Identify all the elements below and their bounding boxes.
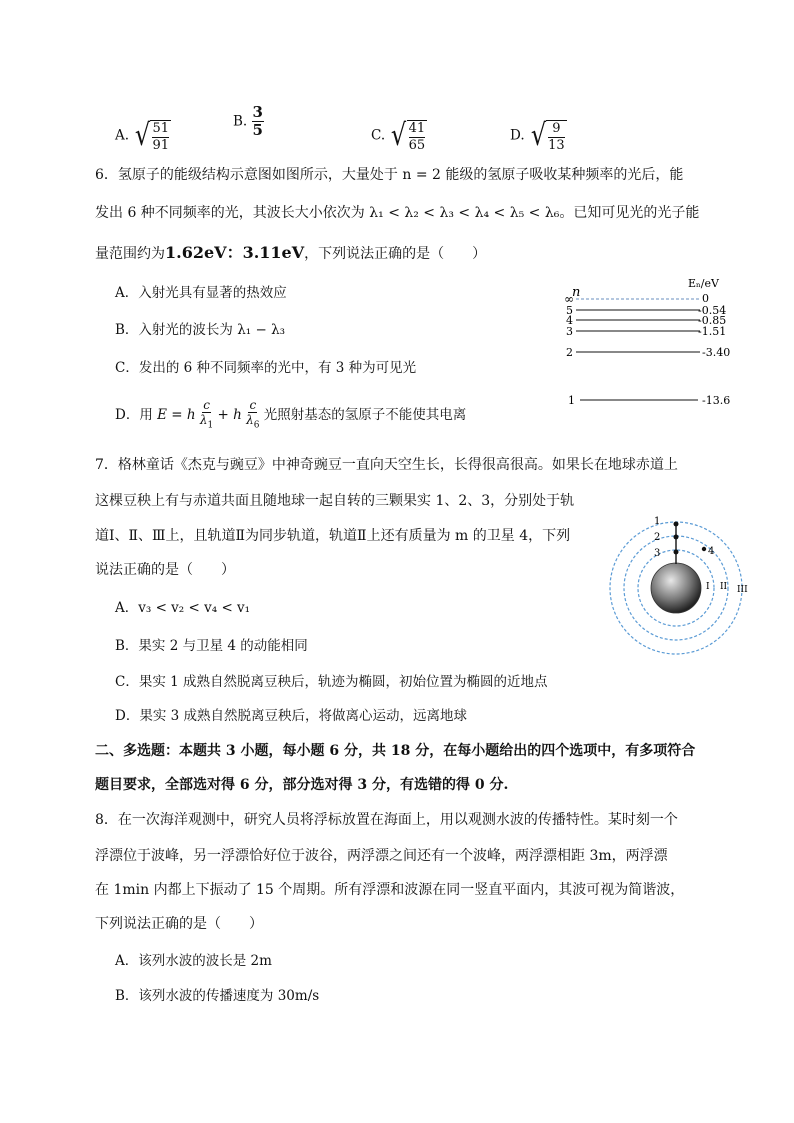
q6-line-1: 6．氢原子的能级结构示意图如图所示，大量处于 n = 2 能级的氢原子吸收某种频率的光后，能 xyxy=(95,167,684,183)
q5-option-b: B. $\frac{3}{5}$ xyxy=(233,103,263,139)
q7-option-c: C．果实 1 成熟自然脱离豆秧后，轨迹为椭圆，初始位置为椭圆的近地点 xyxy=(115,674,548,690)
svg-text:∞: ∞ xyxy=(564,292,574,306)
q8-option-a: A．该列水波的波长是 2m xyxy=(115,953,272,969)
svg-text:4: 4 xyxy=(566,314,573,327)
svg-text:1: 1 xyxy=(654,516,661,527)
svg-text:4: 4 xyxy=(708,546,715,557)
svg-text:5: 5 xyxy=(566,304,573,317)
section2-heading-line-2: 题目要求，全部选对得 6 分，部分选对得 3 分，有选错的得 0 分. xyxy=(95,777,509,793)
q6-option-c: C．发出的 6 种不同频率的光中，有 3 种为可见光 xyxy=(115,360,417,376)
svg-text:0: 0 xyxy=(702,292,709,305)
q8-option-b: B．该列水波的传播速度为 30m/s xyxy=(115,988,320,1004)
q5-option-c: C. √ $\frac{41}{65}$ xyxy=(371,116,427,156)
q7-line-2: 这棵豆秧上有与赤道共面且随地球一起自转的三颗果实 1、2、3，分别处于轨 xyxy=(95,493,575,509)
fruit-3 xyxy=(674,550,679,555)
q8-line-3: 在 1min 内都上下振动了 15 个周期。所有浮漂和波源在同一竖直平面内，其波可视为简谐波， xyxy=(95,882,685,898)
svg-text:-3.40: -3.40 xyxy=(702,346,731,359)
fruit-1 xyxy=(674,522,679,527)
fruit-2 xyxy=(674,535,679,540)
q7-option-b: B．果实 2 与卫星 4 的动能相同 xyxy=(115,638,308,654)
q7-option-a: A．v₃ < v₂ < v₄ < v₁ xyxy=(115,600,251,616)
q6-line-2: 发出 6 种不同频率的光，其波长大小依次为 λ₁ < λ₂ < λ₃ < λ₄ < λ₅ < λ₆。已知可见光的光子能 xyxy=(95,205,700,221)
svg-text:2: 2 xyxy=(654,532,661,543)
svg-text:-0.85: -0.85 xyxy=(698,314,727,327)
q7-option-d: D．果实 3 成熟自然脱离豆秧后，将做离心运动，远离地球 xyxy=(115,708,467,724)
section2-heading-line-1: 二、多选题：本题共 3 小题，每小题 6 分，共 18 分，在每小题给出的四个选项中，有多项符合 xyxy=(95,743,696,759)
svg-text:II: II xyxy=(720,582,728,592)
svg-text:I: I xyxy=(706,582,710,592)
svg-text:3: 3 xyxy=(654,548,661,559)
energy-level-1 xyxy=(568,394,730,407)
svg-text:-13.6: -13.6 xyxy=(702,394,731,407)
energy-level-diagram xyxy=(560,270,740,415)
orbit-diagram xyxy=(600,512,760,662)
q7-line-3: 道Ⅰ、Ⅱ、Ⅲ上，且轨道Ⅱ为同步轨道，轨道Ⅱ上还有质量为 m 的卫星 4，下列 xyxy=(95,528,571,544)
q6-option-d: D．用 E = h $\frac{c}{\lambda_1}$ + h $\frac{c}{\lambda_6}$ 光照射基态的氢原子不能使其电离 xyxy=(115,398,467,431)
energy-axis-label: Eₙ/eV xyxy=(688,277,719,290)
q8-line-2: 浮漂位于波峰，另一浮漂恰好位于波谷，两浮漂之间还有一个波峰，两浮漂相距 3m，两浮漂 xyxy=(95,848,668,864)
q6-option-b: B．入射光的波长为 λ₁ − λ₃ xyxy=(115,322,286,338)
svg-text:-1.51: -1.51 xyxy=(698,325,727,338)
energy-level-2 xyxy=(566,346,730,359)
q7-line-4: 说法正确的是（ ） xyxy=(95,562,235,578)
q8-line-1: 8．在一次海洋观测中，研究人员将浮标放置在海面上，用以观测水波的传播特性。某时刻一个 xyxy=(95,812,678,828)
svg-text:III: III xyxy=(737,585,748,595)
svg-text:-0.54: -0.54 xyxy=(698,304,727,317)
q8-line-4: 下列说法正确的是（ ） xyxy=(95,916,263,932)
satellite-4 xyxy=(702,547,706,551)
q6-option-a: A．入射光具有显著的热效应 xyxy=(115,285,287,301)
q7-line-1: 7．格林童话《杰克与豌豆》中神奇豌豆一直向天空生长，长得很高很高。如果长在地球赤道上 xyxy=(95,457,678,473)
svg-text:1: 1 xyxy=(568,394,575,407)
q6-line-3: 量范围约为1.62eV：3.11eV，下列说法正确的是（ ） xyxy=(95,243,487,262)
energy-level-inf xyxy=(564,292,709,306)
n-axis-label: n xyxy=(572,285,581,300)
svg-text:2: 2 xyxy=(566,346,573,359)
q5-option-a: A. √ $\frac{51}{91}$ xyxy=(115,116,171,156)
energy-level-3 xyxy=(566,325,726,338)
q5-option-d: D. √ $\frac{9}{13}$ xyxy=(510,116,567,156)
earth xyxy=(651,563,701,613)
svg-text:3: 3 xyxy=(566,325,573,338)
